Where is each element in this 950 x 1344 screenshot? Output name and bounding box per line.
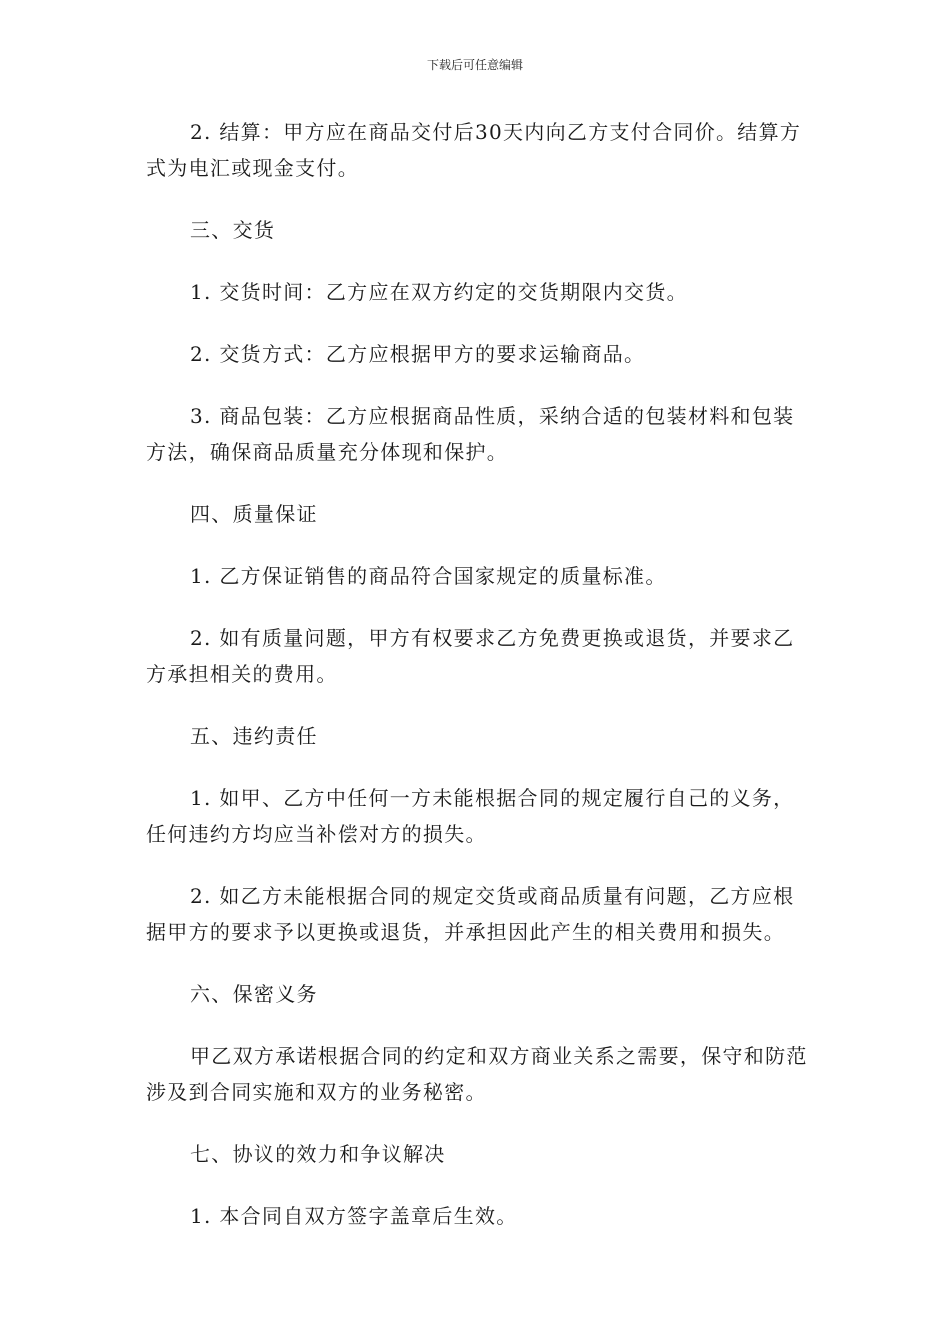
document-body bbox=[146, 114, 810, 1260]
page-header-note: 下载后可任意编辑 bbox=[426, 58, 523, 72]
section-heading-effectiveness: 七、协议的效力和争议解决 bbox=[190, 1142, 446, 1166]
paragraph-breach-supplier: 2. 如乙方未能根据合同的规定交货或商品质量有问题，乙方应根据甲方的要求予以更换或退货，并承担因此产生的相关费用和损失。 bbox=[146, 884, 795, 944]
paragraph-settlement: 2. 结算：甲方应在商品交付后30天内向乙方支付合同价。结算方式为电汇或现金支付。 bbox=[146, 120, 802, 180]
paragraph-quality-standard: 1. 乙方保证销售的商品符合国家规定的质量标准。 bbox=[190, 564, 667, 588]
section-heading-delivery: 三、交货 bbox=[190, 218, 276, 242]
paragraph-delivery-method: 2. 交货方式：乙方应根据甲方的要求运输商品。 bbox=[190, 342, 646, 366]
section-heading-quality: 四、质量保证 bbox=[190, 502, 318, 526]
paragraph-breach-compensation: 1. 如甲、乙方中任何一方未能根据合同的规定履行自己的义务，任何违约方均应当补偿对方的损失。 bbox=[146, 786, 795, 846]
paragraph-packaging: 3. 商品包装：乙方应根据商品性质，采纳合适的包装材料和包装方法，确保商品质量充分体现和保护。 bbox=[146, 404, 795, 464]
paragraph-delivery-time: 1. 交货时间：乙方应在双方约定的交货期限内交货。 bbox=[190, 280, 688, 304]
section-heading-liability: 五、违约责任 bbox=[190, 724, 318, 748]
paragraph-effective-date: 1. 本合同自双方签字盖章后生效。 bbox=[190, 1204, 518, 1228]
section-heading-confidentiality: 六、保密义务 bbox=[190, 982, 318, 1006]
paragraph-confidentiality: 甲乙双方承诺根据合同的约定和双方商业关系之需要，保守和防范涉及到合同实施和双方的业务秘密。 bbox=[146, 1044, 808, 1104]
paragraph-quality-issue: 2. 如有质量问题，甲方有权要求乙方免费更换或退货，并要求乙方承担相关的费用。 bbox=[146, 626, 795, 686]
